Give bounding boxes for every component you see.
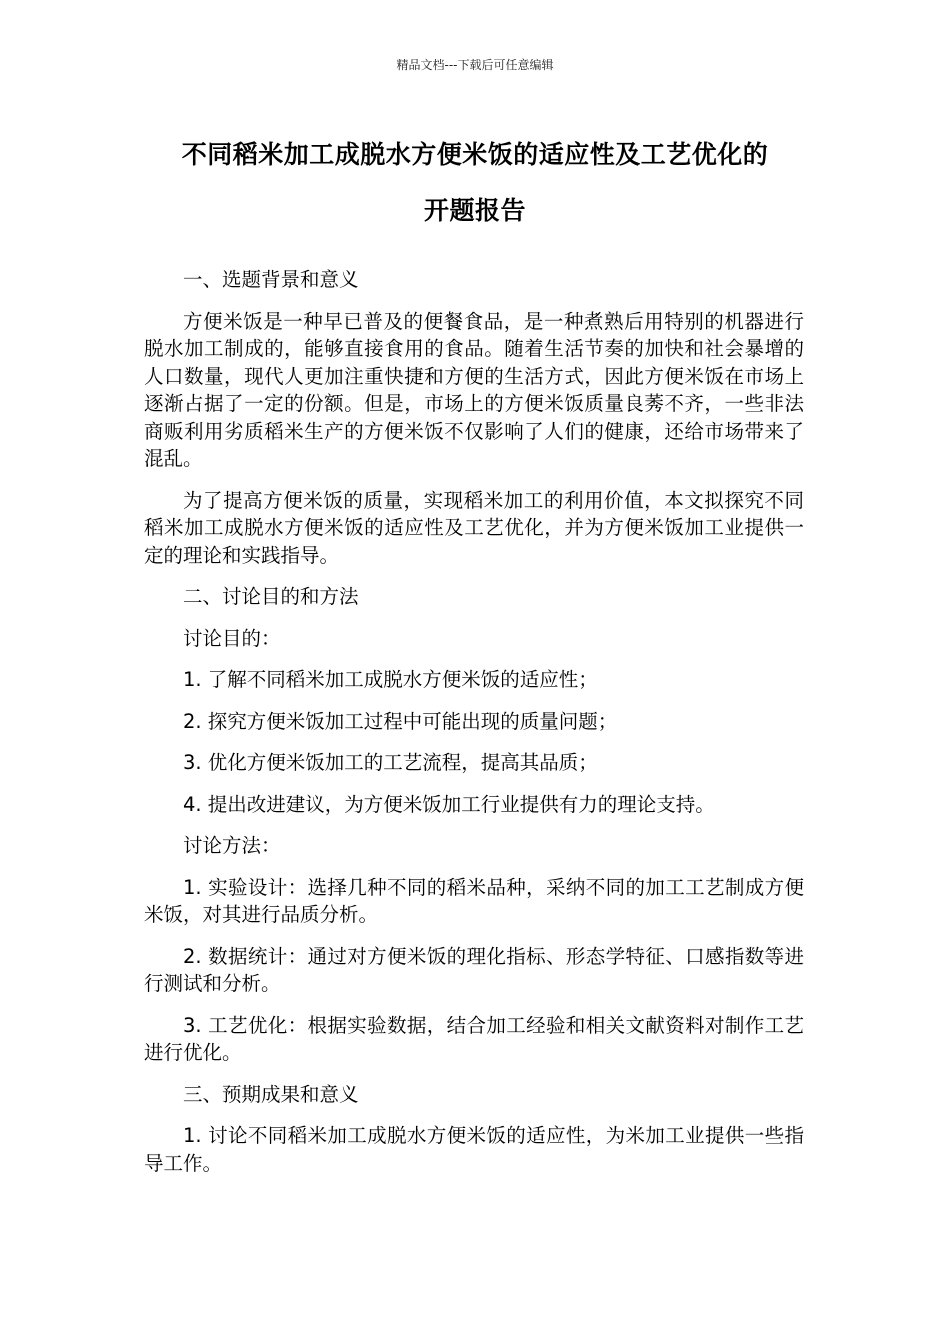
document-body — [144, 266, 804, 1191]
page-header: 精品文档---下载后可任意编辑 — [396, 58, 554, 72]
method-item-2: 2. 数据统计：通过对方便米饭的理化指标、形态学特征、口感指数等进行测试和分析。 — [144, 944, 804, 995]
purpose-item-1: 1. 了解不同稻米加工成脱水方便米饭的适应性； — [183, 668, 598, 691]
document-title — [110, 127, 840, 239]
background-paragraph-1: 方便米饭是一种早已普及的便餐食品，是一种煮熟后用特别的机器进行脱水加工制成的，能够直接食用的食品。随着生活节奏的加快和社会暴增的人口数量，现代人更加注重快捷和方便的生活方式，因此方便米饭在市场上逐渐占据了一定的份额。但是，市场上的方便米饭质量良莠不齐，一些非法商贩利用劣质稻米生产的方便米饭不仅影响了人们的健康，还给市场带来了混乱。 — [144, 309, 804, 470]
background-paragraph-2: 为了提高方便米饭的质量，实现稻米加工的利用价值，本文拟探究不同稻米加工成脱水方便米饭的适应性及工艺优化，并为方便米饭加工业提供一定的理论和实践指导。 — [144, 488, 804, 567]
purpose-item-3: 3. 优化方便米饭加工的工艺流程，提高其品质； — [183, 751, 598, 774]
purpose-item-4: 4. 提出改进建议，为方便米饭加工行业提供有力的理论支持。 — [183, 792, 715, 816]
method-item-1: 1. 实验设计：选择几种不同的稻米品种，采纳不同的加工工艺制成方便米饭，对其进行品质分析。 — [144, 875, 804, 926]
document-title-line-2: 开题报告 — [423, 196, 526, 225]
section-heading-purpose-method: 二、讨论目的和方法 — [183, 585, 359, 608]
section-heading-results: 三、预期成果和意义 — [183, 1082, 359, 1106]
purpose-label: 讨论目的： — [183, 626, 281, 650]
document-title-line-1: 不同稻米加工成脱水方便米饭的适应性及工艺优化的 — [181, 140, 769, 169]
section-heading-background: 一、选题背景和意义 — [183, 268, 359, 291]
method-item-3: 3. 工艺优化：根据实验数据，结合加工经验和相关文献资料对制作工艺进行优化。 — [144, 1013, 804, 1064]
method-label: 讨论方法： — [183, 834, 281, 857]
results-item-1: 1. 讨论不同稻米加工成脱水方便米饭的适应性，为米加工业提供一些指导工作。 — [144, 1124, 804, 1175]
purpose-item-2: 2. 探究方便米饭加工过程中可能出现的质量问题； — [183, 709, 618, 733]
